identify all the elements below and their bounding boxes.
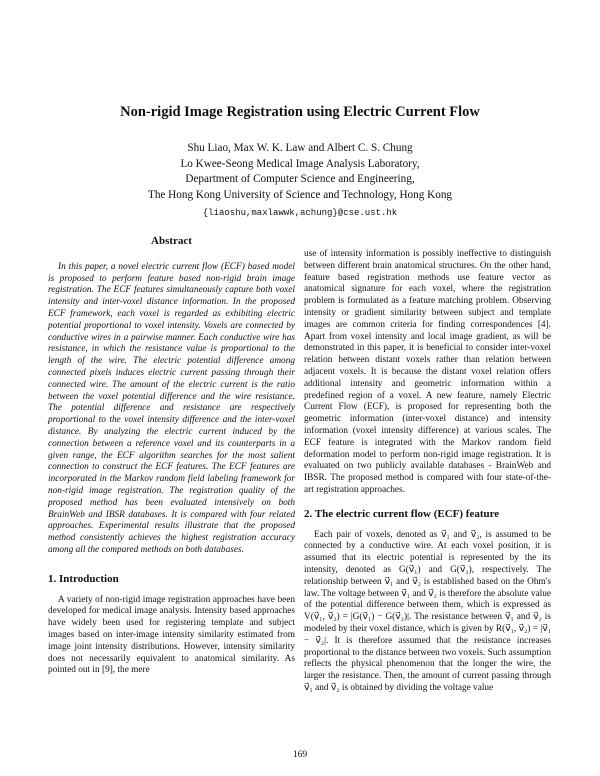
section-2-paragraph: Each pair of voxels, denoted as v⃗₁ and v⃗₂, is assumed to be connected by a conductive wire. At each voxel position, it is assumed that its electric potential is represented by the its intensity, denoted as G(v⃗₁) and G(v⃗₂), respectively. The relationship between v⃗₁ and v⃗₂ is established based on the Ohm's law. The voltage between v⃗₁ and v⃗₂ is therefore the absolute value of the potential difference between them, which is expressed as V(v⃗₁, v⃗₂) = |G(v⃗₁) − G(v⃗₂)|. The resistance between v⃗₁ and v⃗₂ is modeled by their voxel distance, which is given by R(v⃗₁, v⃗₂) = |v⃗₁ − v⃗₂|. It is therefore assumed that the resistance increases proportional to the distance between two voxels. Such assumption reflects the physical phenomenon that the longer the wire, the larger the resistance. Then, the amount of current passing through v⃗₁ and v⃗₂ is obtained by dividing the voltage value bbox=[304, 529, 551, 693]
author-block bbox=[0, 141, 600, 222]
author-department: Department of Computer Science and Engineering, bbox=[185, 173, 415, 185]
section-2-heading: 2. The electric current flow (ECF) feature bbox=[304, 507, 500, 520]
abstract-text: In this paper, a novel electric current flow (ECF) based model is proposed to perform feature based non-rigid brain image registration. The ECF features simultaneously capture both voxel intensity and inter-voxel distance information. In the proposed ECF framework, each voxel is regarded as exhibiting electric potential proportional to voxel intensity. Voxels are connected by conductive wires in a pairwise manner. Each conductive wire has resistance, in which the resistance value is proportional to the length of the wire. The electric potential difference among connected pixels induces electric current passing through their connected wire. The amount of the electric current is the ratio between the voxel potential difference and the wire resistance. The potential difference and resistance are respectively proportional to the voxel intensity difference and the inter-voxel distance. By analyzing the electric current induced by the connection between a reference voxel and its counterparts in a given range, the ECF algorithm searches for the most salient connection to construct the ECF features. The ECF features are incorporated in the Markov random field labeling framework for non-rigid image registration. The registration quality of the proposed method has been evaluated intensively on both BrainWeb and IBSR databases. It is compared with four related approaches. Experimental results illustrate that the proposed method consistently achieves the highest registration accuracy among all the compared methods on both databases. bbox=[48, 261, 295, 555]
page-number: 169 bbox=[292, 750, 308, 760]
author-names: Shu Liao, Max W. K. Law and Albert C. S. Chung bbox=[187, 142, 413, 154]
section-1-heading: 1. Introduction bbox=[48, 572, 119, 585]
abstract-heading: Abstract bbox=[151, 235, 192, 247]
intro-paragraph: A variety of non-rigid image registration approaches have been developed for medical image analysis. Intensity based approaches have widely been used for registering template and subject images based on inter-image intensity similarity estimated from image joint intensity distributions. However, intensity similarity does not necessarily equivalent to anatomical similarity. As pointed out in [9], the mere bbox=[48, 594, 295, 676]
author-lab: Lo Kwee-Seong Medical Image Analysis Laboratory, bbox=[180, 157, 420, 170]
author-email: {liaoshu,maxlawwk,achung}@cse.ust.hk bbox=[202, 208, 398, 218]
paper-title: Non-rigid Image Registration using Electric Current Flow bbox=[120, 104, 480, 120]
left-column bbox=[48, 236, 295, 677]
right-column bbox=[304, 249, 551, 695]
right-paragraph-1: use of intensity information is possibly ineffective to distinguish between different brain anatomical structures. On the other hand, feature based registration methods use feature vector as anatomical signature for each voxel, where the registration problem is formulated as a feature matching problem. Observing intensity or gradient similarity between subject and template images are common criteria for finding correspondences [4]. Apart from voxel intensity and local image gradient, as will be demonstrated in this paper, it is beneficial to consider inter-voxel relation between distant voxels rather than relation between adjacent voxels. It is because the distant voxel relation offers additional intensity and geometric information within a predefined region of a voxel. A new feature, namely Electric Current Flow (ECF), is proposed for representing both the geometric information (inter-voxel distance) and intensity information (voxel intensity difference) at various scales. The ECF feature is integrated with the Markov random field deformation model to perform non-rigid image registration. It is evaluated on two publicly available databases - BrainWeb and IBSR. The proposed method is compared with four state-of-the-art registration approaches. bbox=[304, 249, 551, 495]
author-university: The Hong Kong University of Science and Technology, Hong Kong bbox=[147, 188, 453, 201]
